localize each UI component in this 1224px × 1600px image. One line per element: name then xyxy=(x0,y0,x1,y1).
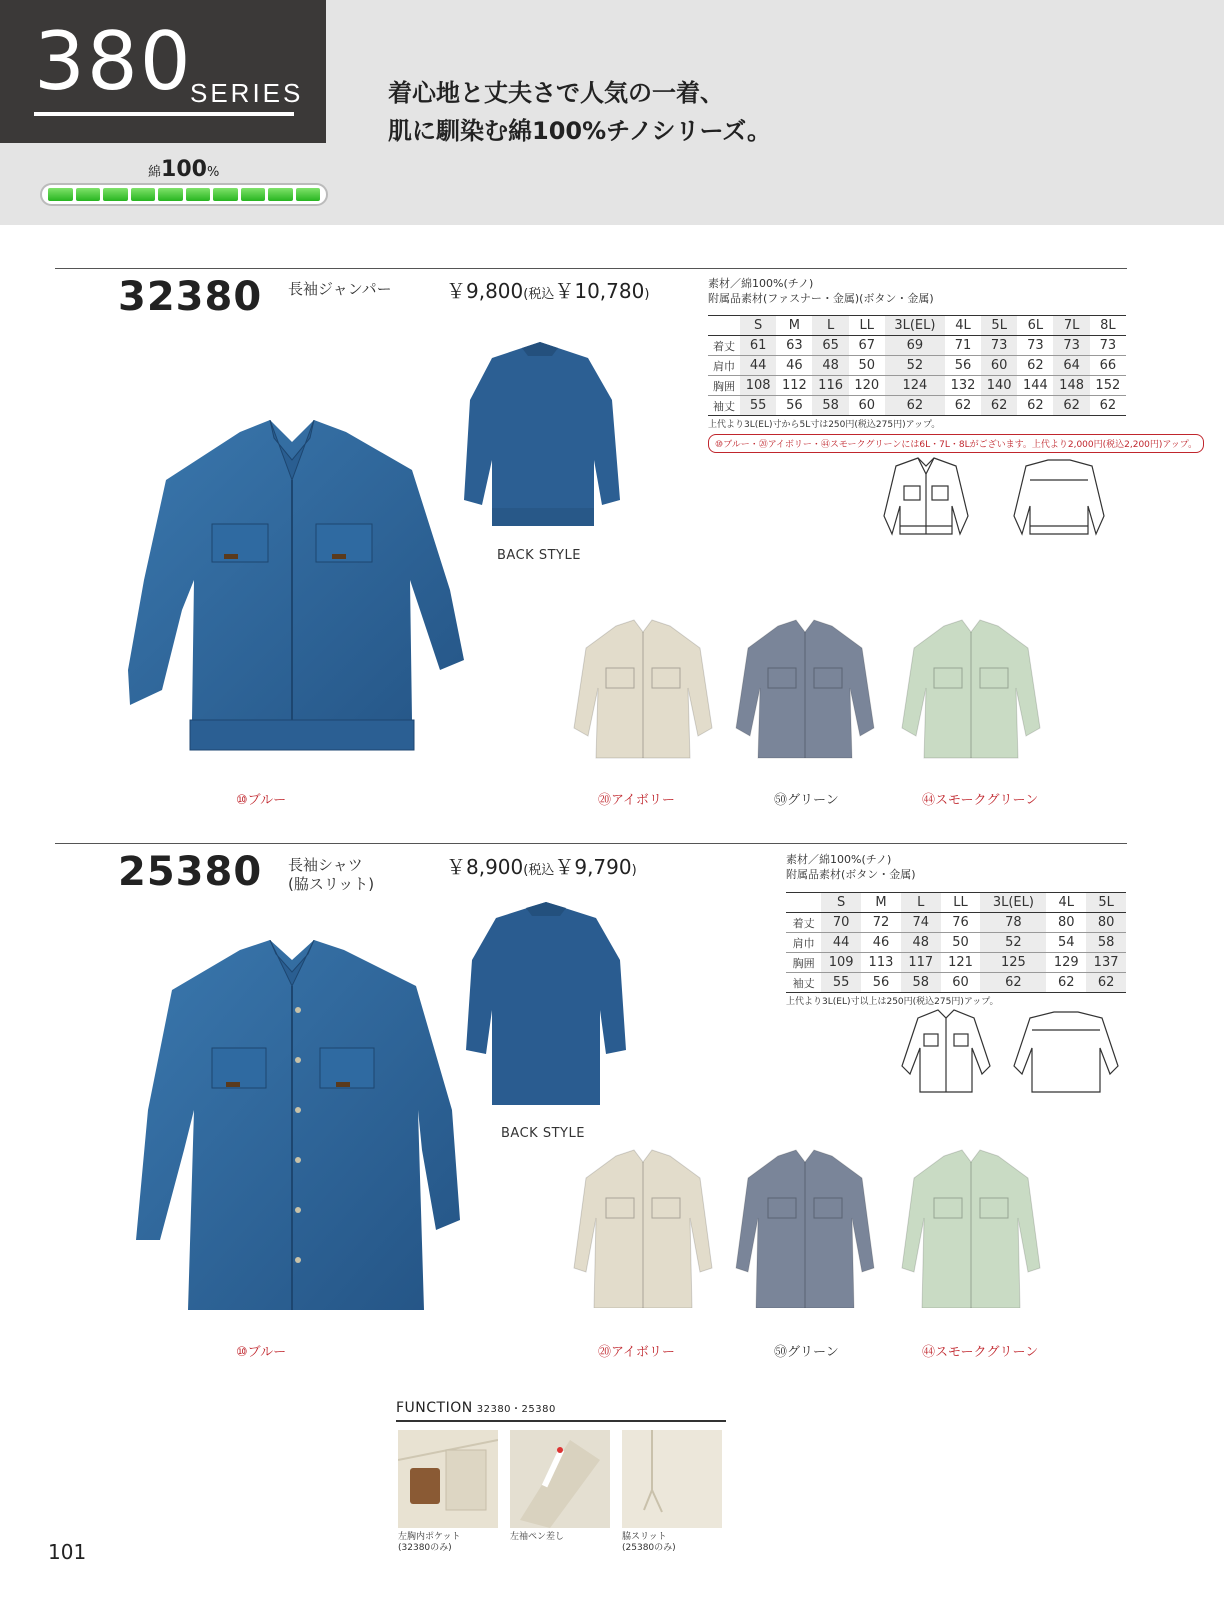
size-value-cell: 140 xyxy=(981,376,1017,396)
size-value-cell: 69 xyxy=(885,336,945,356)
size-row xyxy=(786,953,1126,973)
jacket-flat-drawing xyxy=(856,456,1128,544)
size-value-cell: 62 xyxy=(1086,973,1126,993)
size-value-cell: 62 xyxy=(954,398,972,413)
size-measure-label: 袖丈 xyxy=(792,976,815,990)
size-value-cell: 62 xyxy=(885,396,945,416)
chest-pocket-photo xyxy=(398,1430,498,1528)
size-value-cell: 62 xyxy=(1058,975,1075,990)
size-row xyxy=(786,973,1126,993)
size-value-cell: 64 xyxy=(1053,356,1089,376)
size-value-cell: 71 xyxy=(954,338,972,353)
size-header-cell: LL xyxy=(859,318,875,333)
size-value-cell: 137 xyxy=(1086,953,1126,973)
size-value-cell: 67 xyxy=(858,338,876,353)
cotton-bar-segment xyxy=(103,188,128,201)
function-caption xyxy=(398,1532,461,1554)
size-value-cell: 120 xyxy=(854,378,880,393)
size-measure-label: 胸囲 xyxy=(792,956,815,970)
size-value-cell: 148 xyxy=(1053,376,1089,396)
tagline-line-1: 着心地と丈夫さで人気の一着、 xyxy=(388,79,724,107)
size-header-cell: 3L(EL) xyxy=(980,893,1046,913)
color-label-smoke-green: ㊹スモークグリーン xyxy=(922,793,1039,808)
size-value-cell: 52 xyxy=(885,356,945,376)
cotton-value: 100 xyxy=(161,157,207,182)
size-table xyxy=(786,892,1126,993)
section-divider xyxy=(55,843,1127,844)
color-variant-thumbnail xyxy=(568,618,718,778)
size-value-cell: 63 xyxy=(786,338,803,353)
size-row xyxy=(708,356,1126,376)
series-header xyxy=(0,0,1224,225)
size-header-cell: 5L xyxy=(1086,893,1126,913)
size-row xyxy=(708,376,1126,396)
product-name-line: 長袖ジャンパー xyxy=(288,280,392,298)
color-label-smoke-green: ㊹スモークグリーン xyxy=(922,1345,1039,1360)
size-header-cell: L xyxy=(901,893,941,913)
size-value-cell: 61 xyxy=(740,336,776,356)
section-divider xyxy=(55,268,1127,269)
size-value-cell: 116 xyxy=(812,376,848,396)
price: ￥9,800 xyxy=(446,279,524,303)
size-header-cell: 4L xyxy=(955,318,971,333)
cotton-bar-segment xyxy=(296,188,321,201)
size-price-note: 上代より3L(EL)寸以上は250円(税込275円)アップ。 xyxy=(786,997,999,1007)
size-row xyxy=(708,396,1126,416)
size-measure-label: 肩巾 xyxy=(792,936,815,950)
caption-sub: (32380のみ) xyxy=(398,1543,452,1553)
product-code: 25380 xyxy=(118,849,263,895)
size-row xyxy=(708,336,1126,356)
series-badge xyxy=(0,0,326,143)
size-value-cell: 50 xyxy=(952,935,969,950)
product-name-line: 長袖シャツ xyxy=(288,856,363,874)
size-value-cell: 56 xyxy=(786,398,803,413)
size-header-cell: 8L xyxy=(1100,318,1116,333)
cotton-bar-segment xyxy=(158,188,183,201)
cotton-prefix: 綿 xyxy=(148,165,162,180)
size-value-cell: 73 xyxy=(1027,338,1044,353)
size-value-cell: 80 xyxy=(1086,913,1126,933)
size-header-row xyxy=(786,893,1126,913)
size-measure-label: 胸囲 xyxy=(713,379,736,393)
size-value-cell: 62 xyxy=(981,396,1017,416)
cotton-bar-segment xyxy=(131,188,156,201)
size-value-cell: 46 xyxy=(786,358,803,373)
tax-price: ￥9,790 xyxy=(554,855,632,879)
shirt-front-photo xyxy=(130,940,470,1320)
back-style-label: BACK STYLE xyxy=(497,548,581,563)
cotton-bar-segment xyxy=(76,188,101,201)
size-value-cell: 55 xyxy=(740,396,776,416)
tax-close: ) xyxy=(631,863,637,878)
size-corner-cell xyxy=(708,316,740,336)
function-codes: 32380・25380 xyxy=(476,1404,556,1415)
jacket-back-photo xyxy=(452,340,628,540)
size-value-cell: 73 xyxy=(1099,338,1117,353)
size-value-cell: 48 xyxy=(901,933,941,953)
tagline-line-2: 肌に馴染む綿100%チノシリーズ。 xyxy=(388,117,772,145)
size-header-cell: 5L xyxy=(981,316,1017,336)
page-number: 101 xyxy=(48,1540,87,1564)
function-title xyxy=(396,1400,556,1416)
material-info xyxy=(786,852,916,882)
size-value-cell: 144 xyxy=(1022,378,1048,393)
side-slit-photo xyxy=(622,1430,722,1528)
tax-price: ￥10,780 xyxy=(554,279,645,303)
product-name xyxy=(288,856,374,894)
size-value-cell: 56 xyxy=(872,975,890,990)
cotton-bar-segment xyxy=(213,188,238,201)
color-label-green: ㊿グリーン xyxy=(774,793,839,808)
size-value-cell: 58 xyxy=(812,396,848,416)
size-measure-label: 袖丈 xyxy=(713,399,736,413)
size-corner-cell xyxy=(786,893,821,913)
function-divider xyxy=(396,1420,726,1422)
size-value-cell: 129 xyxy=(1053,955,1079,970)
size-value-cell: 62 xyxy=(980,973,1046,993)
size-value-cell: 60 xyxy=(952,975,969,990)
size-header-cell: S xyxy=(821,893,861,913)
product-name xyxy=(288,280,392,299)
function-heading: FUNCTION xyxy=(396,1400,473,1416)
size-header-cell: 3L(EL) xyxy=(885,316,945,336)
size-value-cell: 54 xyxy=(1058,935,1075,950)
size-measure-label: 肩巾 xyxy=(713,359,736,373)
size-value-cell: 62 xyxy=(1027,358,1044,373)
function-caption xyxy=(510,1532,564,1543)
cotton-ratio-bar xyxy=(40,183,328,206)
price: ￥8,900 xyxy=(446,855,524,879)
size-value-cell: 58 xyxy=(1086,933,1126,953)
accessory-material-line: 附属品素材(ボタン・金属) xyxy=(786,868,916,881)
cotton-ratio-label xyxy=(148,157,219,182)
size-value-cell: 78 xyxy=(980,913,1046,933)
color-label-green: ㊿グリーン xyxy=(774,1345,839,1360)
color-variant-thumbnail xyxy=(896,1148,1046,1308)
color-label-blue: ⑩ブルー xyxy=(236,793,287,808)
size-value-cell: 46 xyxy=(872,935,890,950)
size-header-row xyxy=(708,316,1126,336)
series-tagline xyxy=(388,74,771,150)
size-table xyxy=(708,315,1126,416)
size-value-cell: 113 xyxy=(868,955,894,970)
cotton-bar-segment xyxy=(186,188,211,201)
color-variant-thumbnail xyxy=(730,618,880,778)
size-value-cell: 44 xyxy=(740,356,776,376)
size-header-cell: LL xyxy=(953,895,968,910)
size-value-cell: 124 xyxy=(885,376,945,396)
size-header-cell: 4L xyxy=(1058,895,1075,910)
color-label-ivory: ⑳アイボリー xyxy=(598,793,675,808)
size-value-cell: 60 xyxy=(981,356,1017,376)
size-header-cell: S xyxy=(740,316,776,336)
size-measure-label: 着丈 xyxy=(713,339,736,353)
size-measure-label: 着丈 xyxy=(792,916,815,930)
size-value-cell: 74 xyxy=(901,913,941,933)
cotton-bar-segment xyxy=(241,188,266,201)
size-value-cell: 48 xyxy=(812,356,848,376)
series-word: SERIES xyxy=(190,78,304,108)
size-value-cell: 60 xyxy=(858,398,876,413)
caption-line: 左胸内ポケット xyxy=(398,1532,461,1542)
caption-line: 左袖ペン差し xyxy=(510,1532,565,1542)
size-value-cell: 58 xyxy=(901,973,941,993)
tax-label: (税込 xyxy=(523,287,555,302)
size-value-cell: 65 xyxy=(812,336,848,356)
size-value-cell: 108 xyxy=(740,376,776,396)
size-value-cell: 73 xyxy=(1053,336,1089,356)
size-value-cell: 73 xyxy=(981,336,1017,356)
jacket-front-photo xyxy=(120,420,466,770)
material-line: 素材／綿100%(チノ) xyxy=(708,277,814,290)
size-value-cell: 70 xyxy=(821,913,861,933)
size-header-cell: L xyxy=(812,316,848,336)
size-price-note: 上代より3L(EL)寸から5L寸は250円(税込275円)アップ。 xyxy=(708,420,941,430)
shirt-back-photo xyxy=(456,900,636,1110)
size-header-cell: M xyxy=(875,895,887,910)
size-value-cell: 117 xyxy=(901,953,941,973)
size-value-cell: 121 xyxy=(948,955,973,970)
size-value-cell: 62 xyxy=(1027,398,1044,413)
color-variant-thumbnail xyxy=(896,618,1046,778)
product-price xyxy=(446,275,649,304)
size-value-cell: 112 xyxy=(781,378,807,393)
size-value-cell: 52 xyxy=(980,933,1046,953)
tax-label: (税込 xyxy=(523,863,555,878)
pen-holder-photo xyxy=(510,1430,610,1528)
size-header-cell: M xyxy=(788,318,800,333)
size-value-cell: 72 xyxy=(872,915,890,930)
size-row xyxy=(786,913,1126,933)
size-value-cell: 152 xyxy=(1095,378,1121,393)
accessory-material-line: 附属品素材(ファスナー・金属)(ボタン・金属) xyxy=(708,292,934,305)
tax-close: ) xyxy=(644,287,650,302)
series-number: 380 xyxy=(34,15,193,108)
size-value-cell: 76 xyxy=(952,915,969,930)
color-label-blue: ⑩ブルー xyxy=(236,1345,287,1360)
size-row xyxy=(786,933,1126,953)
function-caption xyxy=(622,1532,676,1554)
back-style-label: BACK STYLE xyxy=(501,1126,585,1141)
color-label-ivory: ⑳アイボリー xyxy=(598,1345,675,1360)
size-value-cell: 55 xyxy=(821,973,861,993)
material-line: 素材／綿100%(チノ) xyxy=(786,853,892,866)
color-variant-thumbnail xyxy=(568,1148,718,1308)
material-info xyxy=(708,276,934,306)
size-value-cell: 56 xyxy=(954,358,972,373)
size-value-cell: 109 xyxy=(821,953,861,973)
size-value-cell: 66 xyxy=(1099,358,1117,373)
series-underline xyxy=(34,112,294,116)
product-name-sub: (脇スリット) xyxy=(288,875,375,893)
size-value-cell: 80 xyxy=(1058,915,1075,930)
shirt-flat-drawing xyxy=(890,1008,1130,1094)
caption-sub: (25380のみ) xyxy=(622,1543,676,1553)
size-value-cell: 50 xyxy=(858,358,876,373)
caption-line: 脇スリット xyxy=(622,1532,667,1542)
size-value-cell: 62 xyxy=(1099,398,1117,413)
size-header-cell: 7L xyxy=(1053,316,1089,336)
cotton-unit: % xyxy=(206,165,220,180)
cotton-bar-segment xyxy=(48,188,73,201)
cotton-bar-segment xyxy=(268,188,293,201)
product-price xyxy=(446,851,637,880)
size-value-cell: 132 xyxy=(950,378,976,393)
size-value-cell: 125 xyxy=(980,953,1046,973)
size-value-cell: 62 xyxy=(1053,396,1089,416)
extended-size-note: ⑩ブルー・⑳アイボリー・㊹スモークグリーンには6L・7L・8Lがございます。上代より2,000円(税込2,200円)アップ。 xyxy=(708,434,1204,453)
size-value-cell: 44 xyxy=(821,933,861,953)
product-code: 32380 xyxy=(118,274,263,320)
color-variant-thumbnail xyxy=(730,1148,880,1308)
size-header-cell: 6L xyxy=(1027,318,1044,333)
